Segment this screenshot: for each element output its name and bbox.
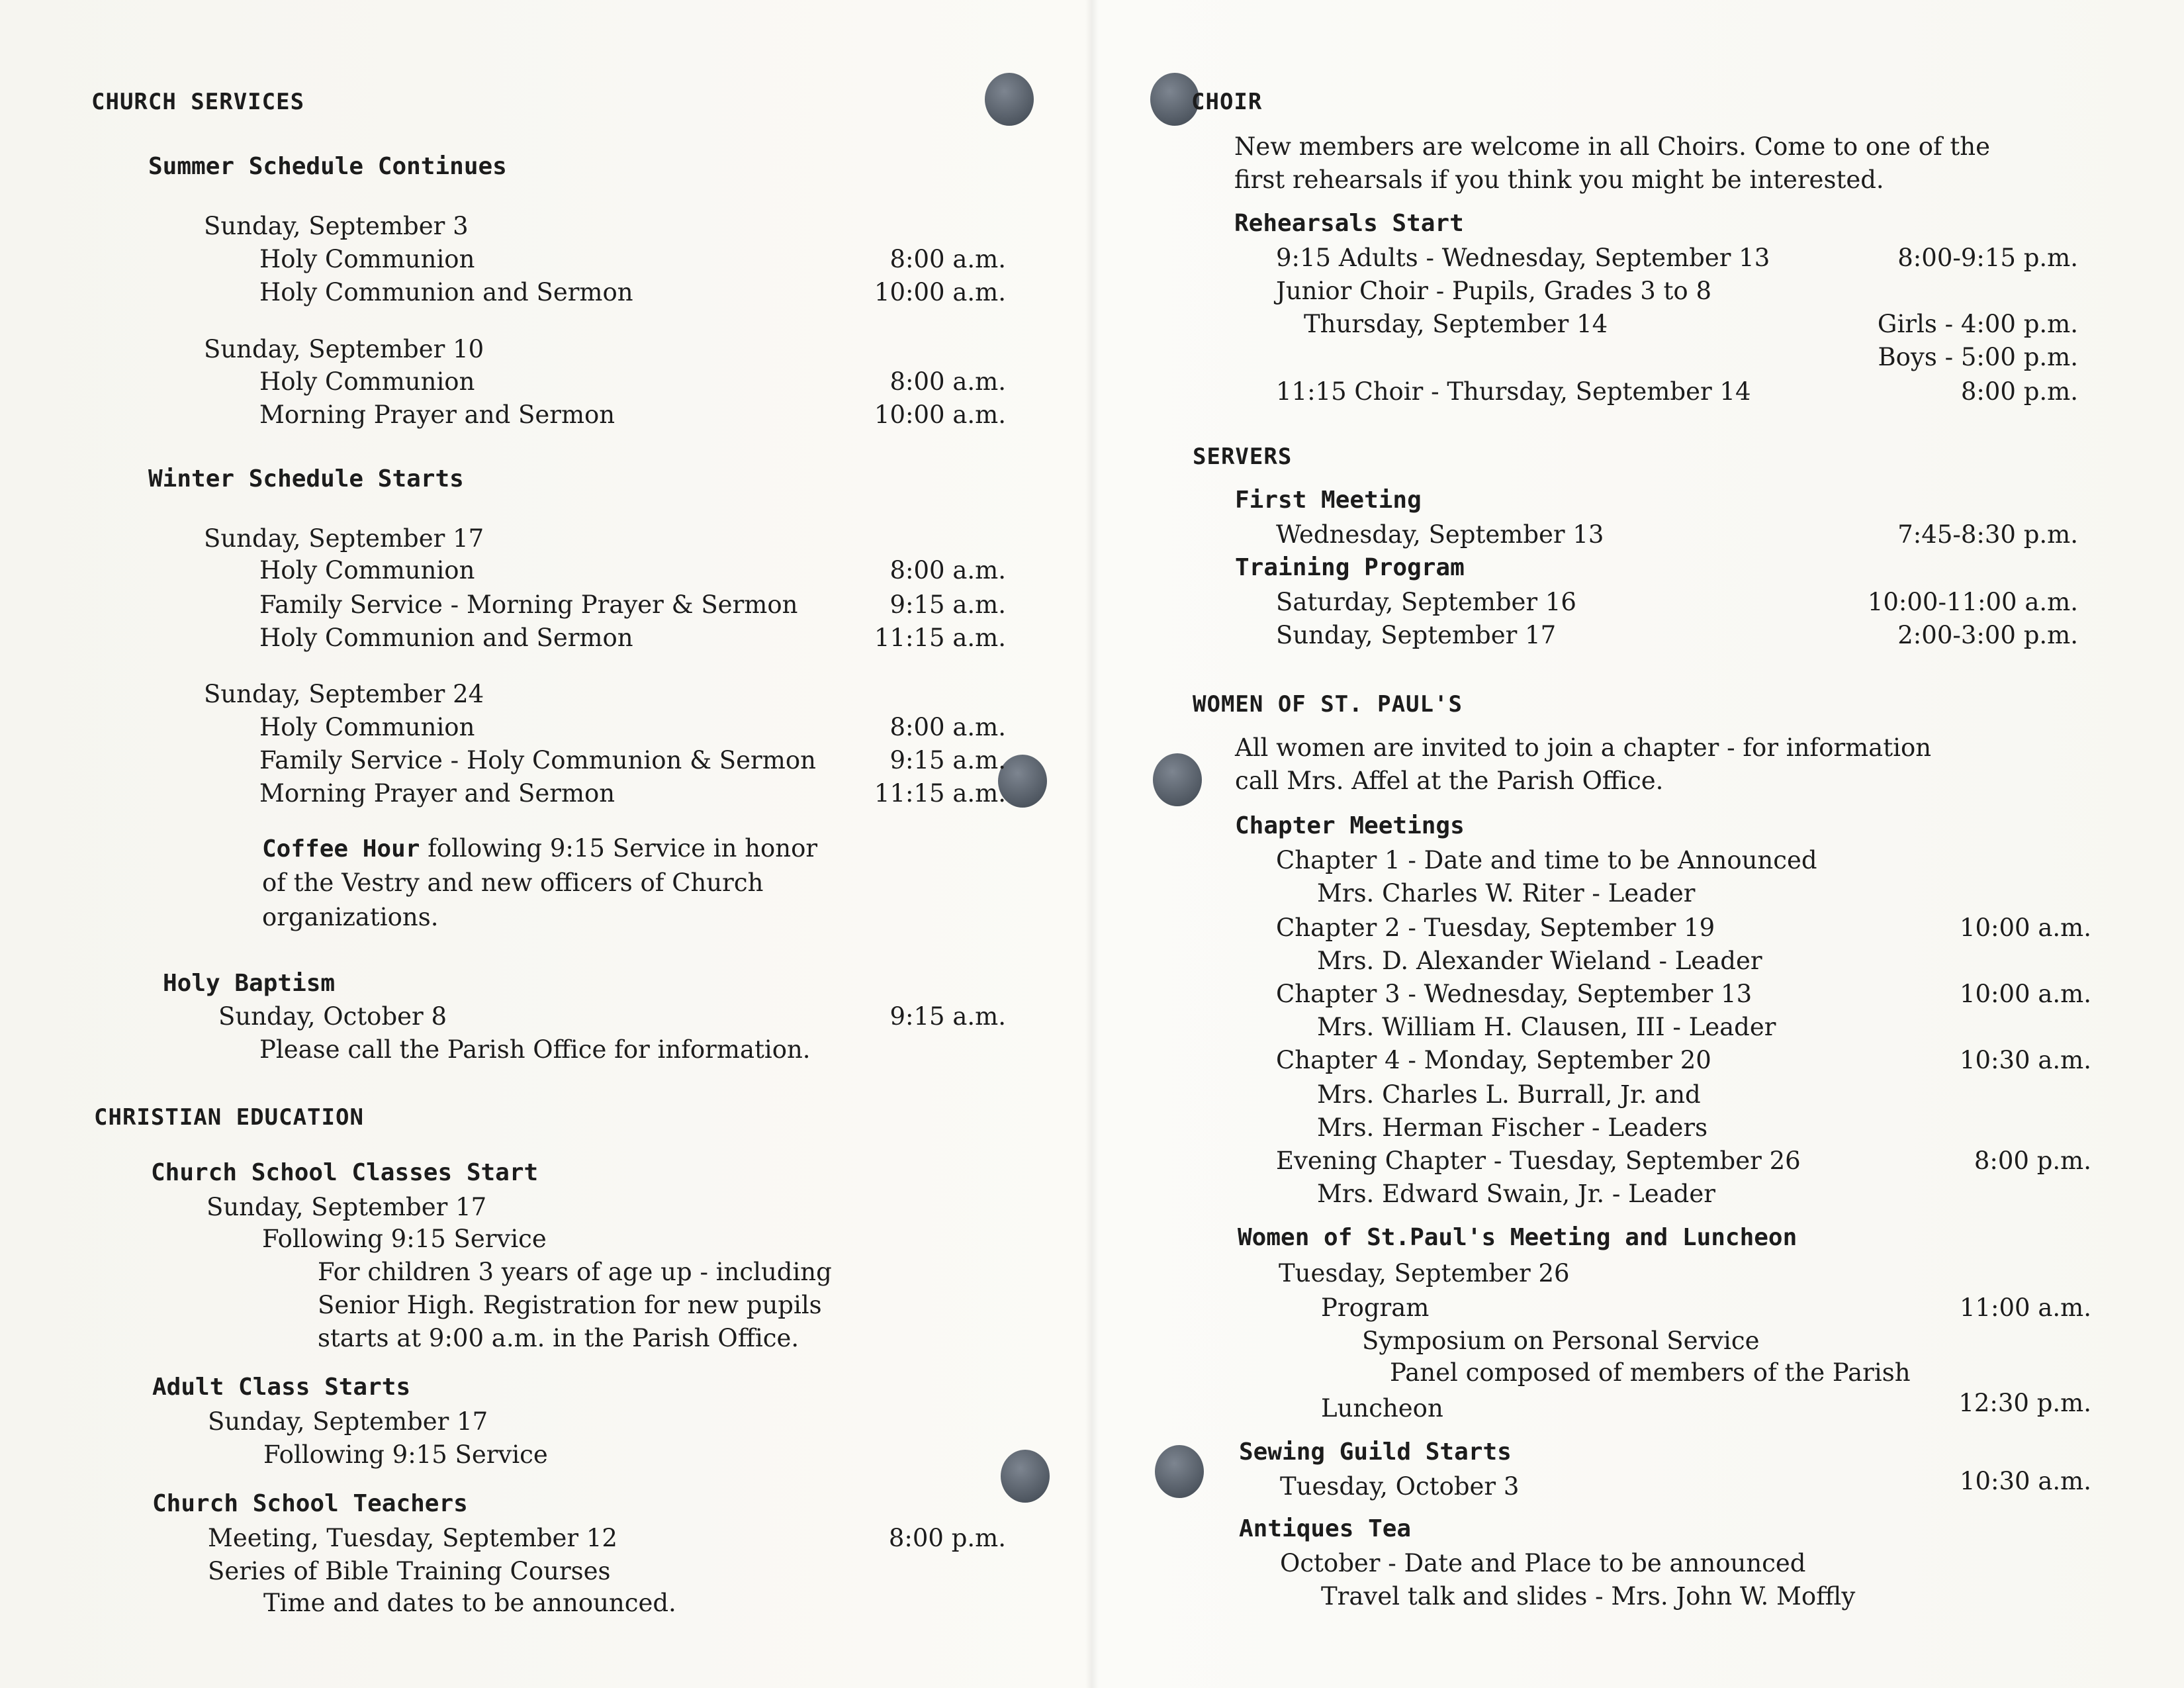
first-meeting-date: Wednesday, September 13 xyxy=(1276,520,1604,549)
church-school-date: Sunday, September 17 xyxy=(206,1193,487,1221)
luncheon-date: Tuesday, September 26 xyxy=(1279,1259,1570,1288)
girls-time: Girls - 4:00 p.m. xyxy=(1877,310,2078,338)
choir-heading: CHOIR xyxy=(1191,89,1263,115)
christian-education-heading: CHRISTIAN EDUCATION xyxy=(94,1104,364,1131)
evening-chapter-time: 8:00 p.m. xyxy=(1974,1147,2091,1175)
training-date-2: Sunday, September 17 xyxy=(1276,621,1557,649)
chapter-meetings-title: Chapter Meetings xyxy=(1235,812,1465,839)
chapter-2-leader: Mrs. D. Alexander Wieland - Leader xyxy=(1317,947,1762,975)
sep17-time-2: 9:15 a.m. xyxy=(889,590,1006,619)
women-intro-2: call Mrs. Affel at the Parish Office. xyxy=(1235,767,1664,795)
evening-chapter: Evening Chapter - Tuesday, September 26 xyxy=(1276,1147,1801,1175)
women-intro-1: All women are invited to join a chapter - for information xyxy=(1235,733,1932,762)
sep24-time-3: 11:15 a.m. xyxy=(874,779,1006,808)
sep24-item-3: Morning Prayer and Sermon xyxy=(259,779,615,808)
women-heading: WOMEN OF ST. PAUL'S xyxy=(1193,691,1463,718)
choir-intro-2: first rehearsals if you think you might be interested. xyxy=(1234,165,1884,194)
sep24-time-1: 8:00 a.m. xyxy=(889,713,1006,741)
first-meeting-time: 7:45-8:30 p.m. xyxy=(1897,520,2078,549)
symposium: Symposium on Personal Service xyxy=(1362,1327,1760,1355)
punch-hole-icon xyxy=(1001,1450,1050,1503)
summer-schedule-title: Summer Schedule Continues xyxy=(148,153,507,180)
training-date-1: Saturday, September 16 xyxy=(1276,588,1576,616)
church-services-heading: CHURCH SERVICES xyxy=(91,89,305,115)
sep24-date: Sunday, September 24 xyxy=(204,680,484,708)
teachers-time: 8:00 p.m. xyxy=(888,1524,1006,1552)
sep24-item-1: Holy Communion xyxy=(259,713,475,741)
sep3-time-1: 8:00 a.m. xyxy=(889,245,1006,273)
adults-rehearsal: 9:15 Adults - Wednesday, September 13 xyxy=(1276,244,1770,272)
chapter-2: Chapter 2 - Tuesday, September 19 xyxy=(1276,914,1715,942)
choir-1115-time: 8:00 p.m. xyxy=(1960,377,2078,406)
baptism-note: Please call the Parish Office for information. xyxy=(259,1035,811,1064)
chapter-4: Chapter 4 - Monday, September 20 xyxy=(1276,1046,1711,1074)
junior-choir: Junior Choir - Pupils, Grades 3 to 8 xyxy=(1276,277,1711,305)
coffee-hour-title: Coffee Hour xyxy=(262,835,420,863)
training-title: Training Program xyxy=(1235,554,1465,581)
sep3-time-2: 10:00 a.m. xyxy=(874,278,1006,306)
church-school-text-2: Senior High. Registration for new pupils xyxy=(318,1291,822,1319)
junior-date: Thursday, September 14 xyxy=(1304,310,1608,338)
training-time-1: 10:00-11:00 a.m. xyxy=(1867,588,2078,616)
luncheon-label: Luncheon xyxy=(1321,1394,1443,1423)
sep17-item-3: Holy Communion and Sermon xyxy=(259,624,633,652)
panel: Panel composed of members of the Parish xyxy=(1390,1358,1911,1387)
sewing-guild-title: Sewing Guild Starts xyxy=(1239,1438,1512,1466)
chapter-1: Chapter 1 - Date and time to be Announced xyxy=(1276,846,1817,874)
chapter-2-time: 10:00 a.m. xyxy=(1959,914,2091,942)
antiques-tea-title: Antiques Tea xyxy=(1239,1515,1412,1542)
teachers-series: Series of Bible Training Courses xyxy=(208,1557,611,1585)
sep10-item-1: Holy Communion xyxy=(259,367,475,396)
baptism-time: 9:15 a.m. xyxy=(889,1002,1006,1031)
coffee-hour-line xyxy=(262,833,817,865)
program-label: Program xyxy=(1321,1293,1430,1322)
adult-class-date: Sunday, September 17 xyxy=(208,1407,488,1436)
church-school-text-3: starts at 9:00 a.m. in the Parish Office. xyxy=(318,1324,799,1352)
chapter-4-time: 10:30 a.m. xyxy=(1959,1046,2091,1074)
sep17-time-1: 8:00 a.m. xyxy=(889,556,1006,585)
sep10-time-1: 8:00 a.m. xyxy=(889,367,1006,396)
sep10-item-2: Morning Prayer and Sermon xyxy=(259,400,615,429)
adult-class-after: Following 9:15 Service xyxy=(263,1440,548,1469)
servers-heading: SERVERS xyxy=(1193,444,1293,470)
chapter-4-leader-1: Mrs. Charles L. Burrall, Jr. and xyxy=(1317,1080,1701,1109)
rehearsals-title: Rehearsals Start xyxy=(1234,210,1464,237)
sep10-time-2: 10:00 a.m. xyxy=(874,400,1006,429)
coffee-hour-text-3: organizations. xyxy=(262,903,439,931)
sep17-item-1: Holy Communion xyxy=(259,556,475,585)
teachers-meeting: Meeting, Tuesday, September 12 xyxy=(208,1524,617,1552)
sewing-guild-date: Tuesday, October 3 xyxy=(1280,1472,1520,1501)
winter-schedule-title: Winter Schedule Starts xyxy=(148,465,464,492)
program-time: 11:00 a.m. xyxy=(1959,1293,2091,1322)
sep17-date: Sunday, September 17 xyxy=(204,524,484,553)
chapter-1-leader: Mrs. Charles W. Riter - Leader xyxy=(1317,879,1696,908)
chapter-3-time: 10:00 a.m. xyxy=(1959,980,2091,1008)
sep3-date: Sunday, September 3 xyxy=(204,212,469,240)
sewing-guild-time: 10:30 a.m. xyxy=(1959,1467,2091,1495)
holy-baptism-title: Holy Baptism xyxy=(163,970,336,997)
choir-1115: 11:15 Choir - Thursday, September 14 xyxy=(1276,377,1751,406)
chapter-3: Chapter 3 - Wednesday, September 13 xyxy=(1276,980,1752,1008)
boys-time: Boys - 5:00 p.m. xyxy=(1878,343,2078,371)
baptism-date: Sunday, October 8 xyxy=(218,1002,447,1031)
church-school-text-1: For children 3 years of age up - including xyxy=(318,1258,832,1286)
punch-hole-icon xyxy=(1155,1445,1204,1498)
punch-hole-icon xyxy=(985,73,1034,126)
coffee-hour-text-1: following 9:15 Service in honor xyxy=(428,834,818,863)
luncheon-time: 12:30 p.m. xyxy=(1958,1389,2091,1417)
coffee-hour-text-2: of the Vestry and new officers of Church xyxy=(262,868,764,897)
sep24-time-2: 9:15 a.m. xyxy=(889,746,1006,774)
adults-time: 8:00-9:15 p.m. xyxy=(1897,244,2078,272)
church-school-after: Following 9:15 Service xyxy=(262,1225,547,1253)
sep10-date: Sunday, September 10 xyxy=(204,335,484,363)
choir-intro-1: New members are welcome in all Choirs. Come to one of the xyxy=(1234,132,1991,161)
church-school-title: Church School Classes Start xyxy=(151,1159,539,1186)
sep3-item-2: Holy Communion and Sermon xyxy=(259,278,633,306)
page-fold xyxy=(1085,0,1099,1688)
teachers-title: Church School Teachers xyxy=(152,1490,468,1517)
antiques-tea-text-1: October - Date and Place to be announced xyxy=(1280,1549,1806,1577)
first-meeting-title: First Meeting xyxy=(1235,487,1422,514)
punch-hole-icon xyxy=(1153,753,1202,806)
training-time-2: 2:00-3:00 p.m. xyxy=(1897,621,2078,649)
sep3-item-1: Holy Communion xyxy=(259,245,475,273)
sep17-time-3: 11:15 a.m. xyxy=(874,624,1006,652)
sep17-item-2: Family Service - Morning Prayer & Sermon xyxy=(259,590,798,619)
antiques-tea-text-2: Travel talk and slides - Mrs. John W. Moffly xyxy=(1321,1582,1856,1611)
chapter-3-leader: Mrs. William H. Clausen, III - Leader xyxy=(1317,1013,1776,1041)
luncheon-title: Women of St.Paul's Meeting and Luncheon xyxy=(1238,1224,1797,1251)
evening-chapter-leader: Mrs. Edward Swain, Jr. - Leader xyxy=(1317,1180,1715,1208)
teachers-dates: Time and dates to be announced. xyxy=(263,1589,676,1617)
chapter-4-leader-2: Mrs. Herman Fischer - Leaders xyxy=(1317,1113,1708,1142)
sep24-item-2: Family Service - Holy Communion & Sermon xyxy=(259,746,816,774)
adult-class-title: Adult Class Starts xyxy=(152,1374,411,1401)
